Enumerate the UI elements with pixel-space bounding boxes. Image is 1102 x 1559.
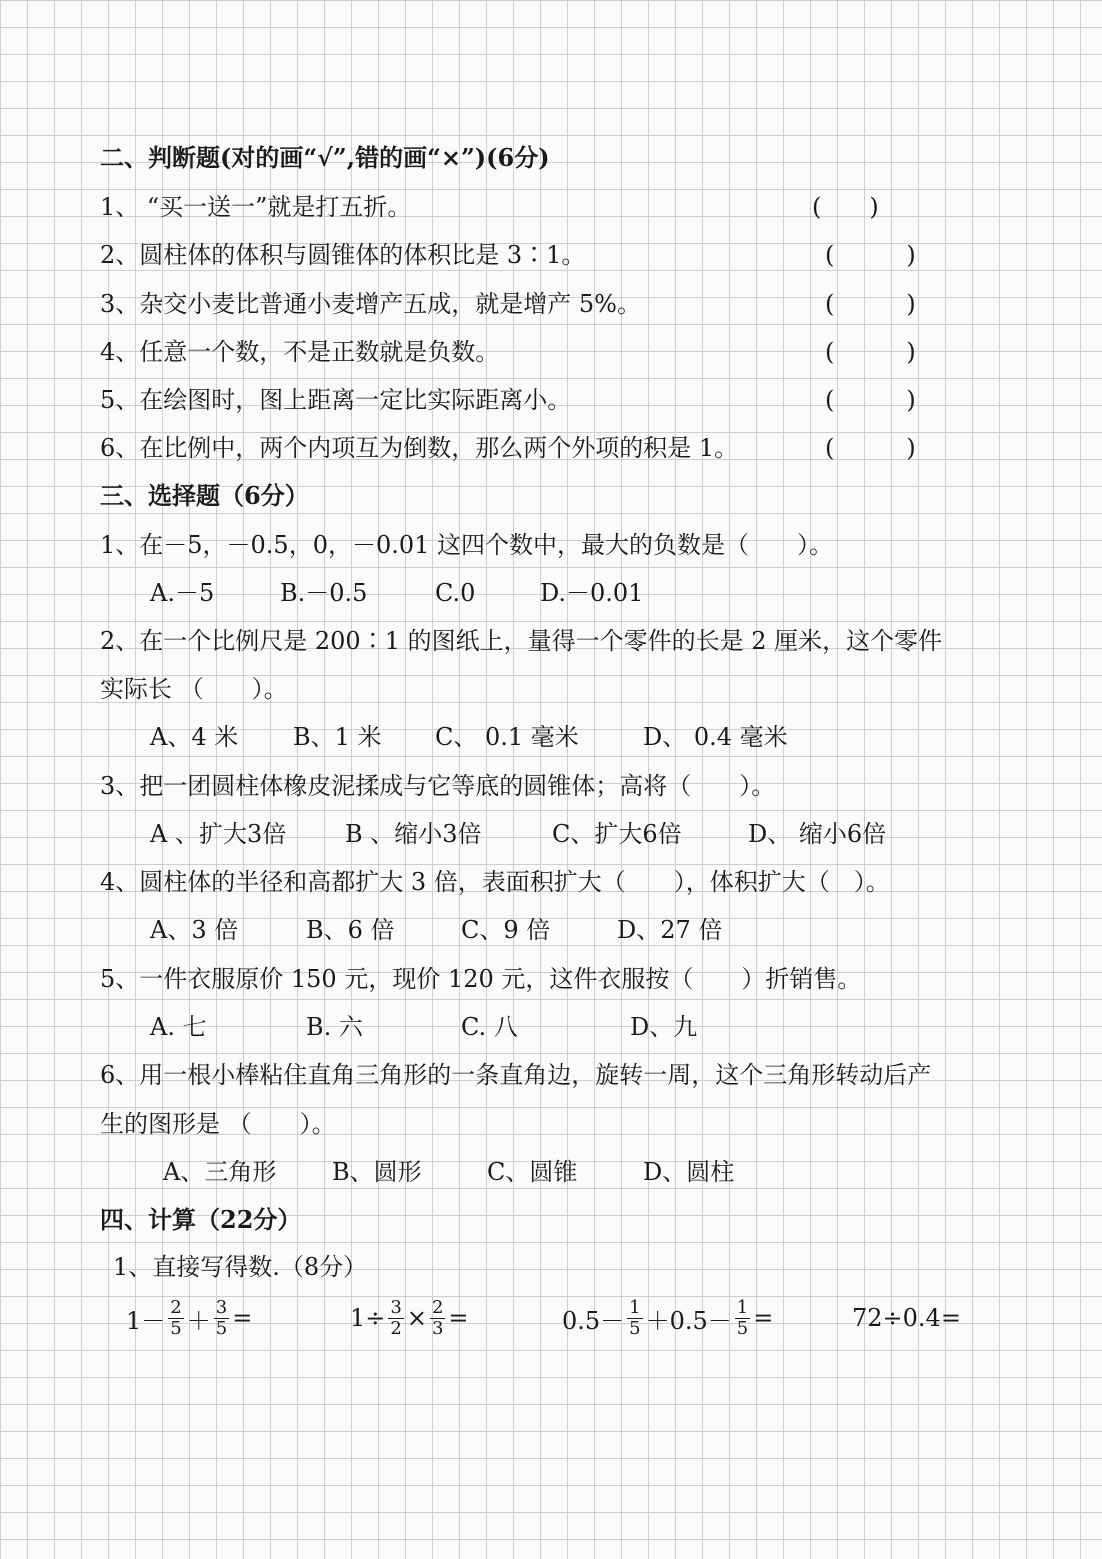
fraction [168, 1298, 183, 1339]
fraction-denominator: 5 [170, 1317, 182, 1339]
choice-q1-stem: 1、在－5，－0.5，0，－0.01 这四个数中，最大的负数是（ ）。 [100, 531, 834, 559]
choice-q2-option-b[interactable]: B、1 米 [293, 723, 382, 751]
choice-q5-option-a[interactable]: A. 七 [150, 1013, 207, 1041]
fraction-denominator: 5 [629, 1317, 641, 1339]
judge-answer-blank-4[interactable]: ( ) [825, 338, 916, 366]
choice-q4-option-d[interactable]: D、27 倍 [617, 916, 723, 944]
choice-q3-option-a[interactable]: A 、扩大3倍 [150, 820, 287, 848]
choice-q4-option-a[interactable]: A、3 倍 [150, 916, 239, 944]
judge-answer-blank-6[interactable]: ( ) [825, 434, 916, 462]
judge-answer-blank-1[interactable]: ( ) [812, 193, 879, 221]
choice-q1-option-a[interactable]: A.－5 [150, 579, 215, 607]
choice-q6-option-d[interactable]: D、圆柱 [643, 1158, 735, 1186]
equals-sign: = [753, 1304, 774, 1332]
calc-expression-2 [350, 1290, 469, 1346]
choice-q6-stem-line2: 生的图形是 （ ）。 [100, 1110, 336, 1138]
calc-subheading: 1、直接写得数.（8分） [113, 1253, 368, 1281]
choice-q5-option-d[interactable]: D、九 [630, 1013, 698, 1041]
equals-sign: = [448, 1304, 469, 1332]
calc-expression-1 [126, 1290, 252, 1346]
fraction-numerator: 3 [390, 1296, 402, 1318]
choice-q1-option-d[interactable]: D.－0.01 [540, 579, 644, 607]
choice-q2-option-d[interactable]: D、 0.4 毫米 [643, 723, 788, 751]
choice-q4-option-b[interactable]: B、6 倍 [306, 916, 395, 944]
judge-answer-blank-2[interactable]: ( ) [825, 241, 916, 269]
choice-q5-stem: 5、一件衣服原价 150 元，现价 120 元，这件衣服按（ ）折销售。 [100, 965, 862, 993]
choice-q6-option-b[interactable]: B、圆形 [332, 1158, 422, 1186]
section4-heading: 四、计算（22分） [100, 1205, 302, 1234]
choice-q1-option-b[interactable]: B.－0.5 [280, 579, 368, 607]
calc-expression-3 [562, 1290, 773, 1346]
fraction-numerator: 3 [215, 1296, 228, 1318]
judge-item-2: 2、圆柱体的体积与圆锥体的体积比是 3∶1。 [100, 241, 586, 269]
equals-sign: = [232, 1304, 253, 1332]
fraction-denominator: 5 [736, 1317, 749, 1339]
choice-q2-option-a[interactable]: A、4 米 [150, 723, 239, 751]
section2-heading: 二、判断题(对的画“√”,错的画“×”)(6分) [100, 143, 550, 172]
choice-q5-option-c[interactable]: C. 八 [461, 1013, 518, 1041]
fraction-numerator: 2 [170, 1296, 182, 1318]
fraction [388, 1298, 403, 1339]
expr2-lead: 1÷ [350, 1304, 386, 1332]
choice-q3-option-d[interactable]: D、 缩小6倍 [748, 820, 887, 848]
operator: ＋ [186, 1306, 211, 1335]
choice-q1-option-c[interactable]: C.0 [435, 579, 476, 607]
judge-item-3: 3、杂交小麦比普通小麦增产五成，就是增产 5%。 [100, 290, 641, 318]
judge-item-1: 1、 “买一送一”就是打五折。 [100, 193, 412, 221]
expr1-lead: 1－ [126, 1306, 166, 1335]
choice-q5-option-b[interactable]: B. 六 [306, 1013, 363, 1041]
operator: ＋0.5－ [645, 1306, 732, 1335]
choice-q2-stem-line1: 2、在一个比例尺是 200∶1 的图纸上，量得一个零件的长是 2 厘米，这个零件 [100, 627, 943, 655]
fraction [735, 1298, 750, 1339]
fraction-denominator: 5 [215, 1317, 228, 1339]
expr3-lead: 0.5－ [562, 1306, 625, 1335]
fraction-denominator: 2 [390, 1317, 402, 1339]
choice-q2-stem-line2: 实际长 （ ）。 [100, 675, 288, 703]
choice-q6-option-a[interactable]: A、三角形 [163, 1158, 277, 1186]
fraction [214, 1298, 229, 1339]
fraction [430, 1298, 445, 1339]
judge-item-4: 4、任意一个数，不是正数就是负数。 [100, 338, 500, 366]
choice-q6-option-c[interactable]: C、圆锥 [487, 1158, 578, 1186]
choice-q4-stem: 4、圆柱体的半径和高都扩大 3 倍，表面积扩大（ ），体积扩大（ ）。 [100, 868, 890, 896]
judge-answer-blank-5[interactable]: ( ) [825, 386, 916, 414]
fraction-numerator: 2 [431, 1296, 444, 1318]
choice-q3-option-b[interactable]: B 、缩小3倍 [345, 820, 482, 848]
fraction-numerator: 1 [736, 1296, 749, 1318]
operator: × [406, 1304, 427, 1332]
judge-answer-blank-3[interactable]: ( ) [825, 290, 916, 318]
fraction-denominator: 3 [431, 1317, 444, 1339]
choice-q3-stem: 3、把一团圆柱体橡皮泥揉成与它等底的圆锥体；高将（ ）。 [100, 772, 776, 800]
section3-heading: 三、选择题（6分） [100, 481, 309, 510]
fraction [627, 1298, 642, 1339]
choice-q3-option-c[interactable]: C、扩大6倍 [552, 820, 682, 848]
choice-q4-option-c[interactable]: C、9 倍 [461, 916, 551, 944]
judge-item-6: 6、在比例中，两个内项互为倒数，那么两个外项的积是 1。 [100, 434, 739, 462]
choice-q2-option-c[interactable]: C、 0.1 毫米 [435, 723, 579, 751]
judge-item-5: 5、在绘图时，图上距离一定比实际距离小。 [100, 386, 572, 414]
choice-q6-stem-line1: 6、用一根小棒粘住直角三角形的一条直角边，旋转一周，这个三角形转动后产 [100, 1061, 932, 1089]
calc-expression-4: 72÷0.4= [852, 1304, 961, 1332]
fraction-numerator: 1 [629, 1296, 641, 1318]
